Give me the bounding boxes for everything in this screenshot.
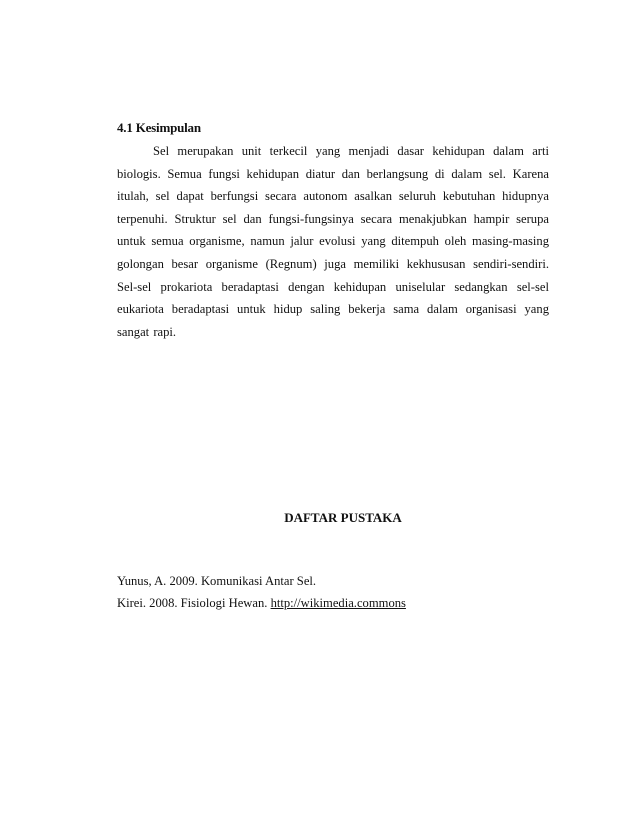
- conclusion-paragraph: Sel merupakan unit terkecil yang menjadi dasar kehidupan dalam arti biologis. Semua fungsi kehidupan diatur dan berlangsung di dalam sel. Karena itulah, sel dapat berfungsi secara autonom asalkan seluruh kebutuhan hidupnya terpenuhi. Struktur sel dan fungsi-fungsinya secara menakjubkan hampir serupa untuk semua organisme, namun jalur evolusi yang ditempuh oleh masing-masing golongan besar organisme (Regnum) juga memiliki kekhususan sendiri-sendiri. Sel-sel prokariota beradaptasi dengan kehidupan uniselular sedangkan sel-sel eukariota beradaptasi untuk hidup saling bekerja sama dalam organisasi yang sangat rapi.: [117, 144, 549, 339]
- reference-link[interactable]: http://wikimedia.commons: [270, 596, 406, 610]
- reference-text: Kirei. 2008. Fisiologi Hewan.: [117, 596, 271, 610]
- section-heading-kesimpulan: 4.1 Kesimpulan: [117, 120, 201, 135]
- reference-item: [117, 570, 557, 592]
- reference-list: [117, 570, 557, 614]
- reference-item: [117, 592, 557, 614]
- references-heading: DAFTAR PUSTAKA: [284, 510, 402, 525]
- reference-text: Yunus, A. 2009. Komunikasi Antar Sel.: [117, 574, 317, 588]
